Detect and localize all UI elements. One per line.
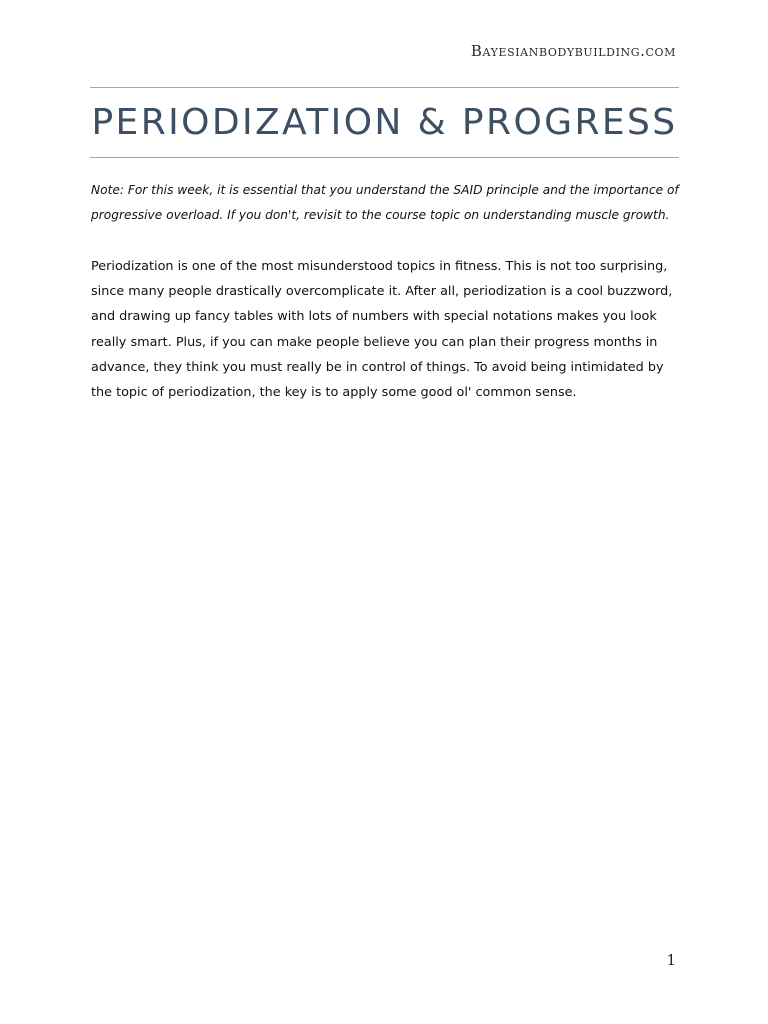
page-title: PERIODIZATION & PROGRESS (91, 102, 678, 143)
title-bottom-rule (90, 157, 679, 158)
page-number: 1 (666, 951, 676, 969)
site-header: Bayesianbodybuilding.com (470, 42, 676, 60)
body-paragraph: Periodization is one of the most misunderstood topics in fitness. This is not too surprising, since many people drastically overcomplicate it. After all, periodization is a cool buzzword, and drawing up fancy tables with lots of numbers with special notations makes you look really smart. Plus, if you can make people believe you can plan their progress months in advance, they think you must really be in control of things. To avoid being intimidated by the topic of periodization, the key is to apply some good ol' common sense. (91, 259, 673, 401)
title-top-rule (90, 87, 679, 88)
note-paragraph: Note: For this week, it is essential that you understand the SAID principle and the importance of progressive overload. If you don't, revisit to the course topic on understanding muscle growth. (91, 183, 679, 222)
